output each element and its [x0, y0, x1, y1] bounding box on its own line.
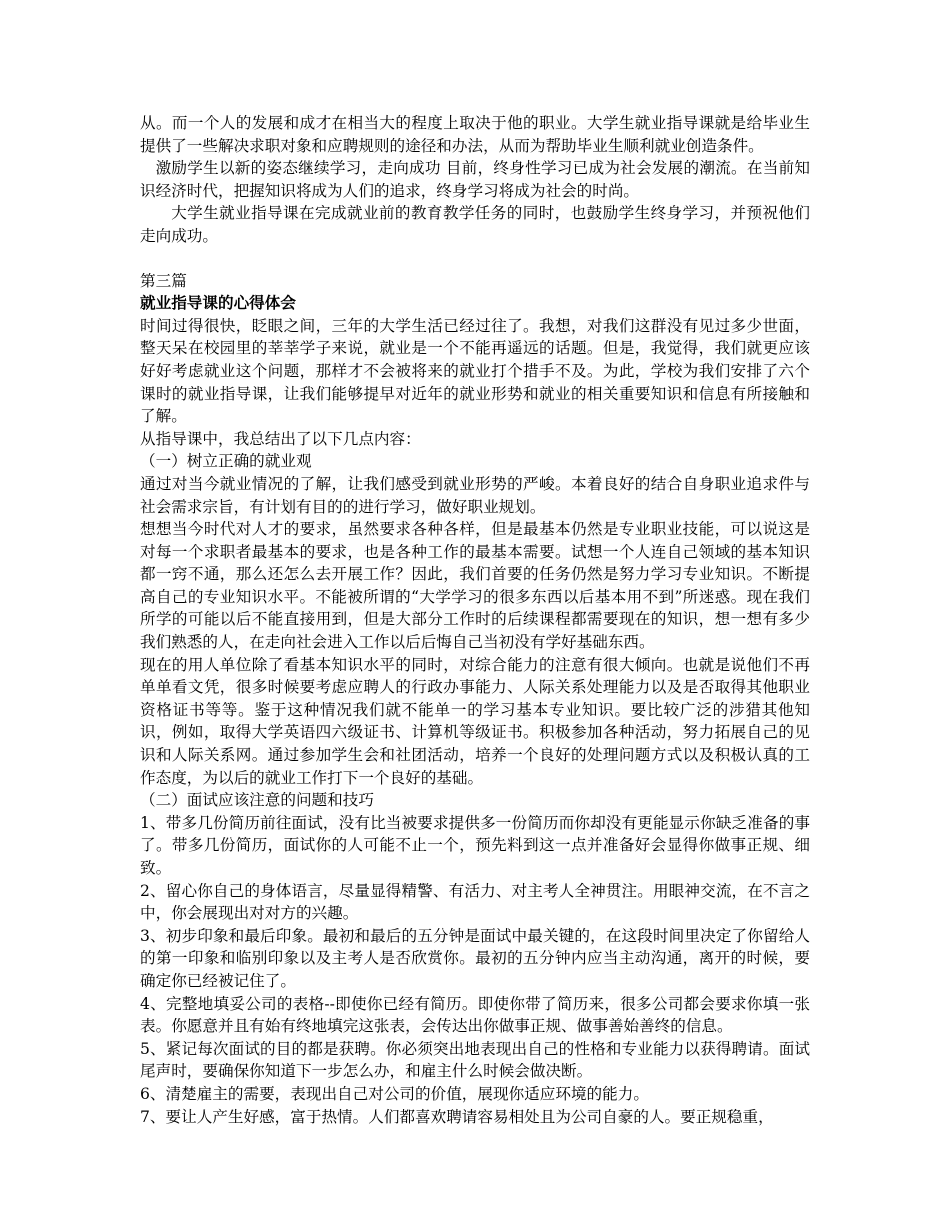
section-gap: [140, 248, 810, 270]
list-item-tip-5: 5、紧记每次面试的目的都是获聘。你必须突出地表现出自己的性格和专业能力以获得聘请。面试尾声时，要确保你知道下一步怎么办，和雇主什么时候会做决断。: [140, 1039, 810, 1081]
paragraph-lifelong-learning: 激励学生以新的姿态继续学习，走向成功 目前，终身性学习已成为社会发展的潮流。在当前知识经济时代，把握知识将成为人们的追求，终身学习将成为社会的时尚。: [140, 159, 810, 200]
list-item-tip-7: 7、要让人产生好感，富于热情。人们都喜欢聘请容易相处且为公司自豪的人。要正规稳重，: [140, 1107, 774, 1126]
paragraph-intro: 时间过得很快，眨眼之间，三年的大学生活已经过往了。我想，对我们这群没有见过多少世面，整天呆在校园里的莘莘学子来说，就业是一个不能再遥远的话题。但是，我觉得，我们就更应该好好考虑就业这个问题，那样才不会被将来的就业打个措手不及。为此，学校为我们安排了六个课时的就业指导课，让我们能够提早对近年的就业形势和就业的相关重要知识和信息有所接触和了解。: [140, 316, 810, 426]
list-item-tip-3: 3、初步印象和最后印象。最初和最后的五分钟是面试中最关键的，在这段时间里决定了你留给人的第一印象和临别印象以及主考人是否欣赏你。最初的五分钟内应当主动沟通，离开的时候，要确定你已经被记住了。: [140, 926, 810, 990]
list-item-tip-2: 2、留心你自己的身体语言，尽量显得精警、有活力、对主考人全神贯注。用眼神交流，在不言之中，你会展现出对对方的兴趣。: [140, 881, 810, 923]
list-item-tip-1: 1、带多几份简历前往面试，没有比当被要求提供多一份简历而你却没有更能显示你缺乏准备的事了。带多几份简历，面试你的人可能不止一个，预先料到这一点并准备好会显得你做事正规、细致。: [140, 813, 810, 877]
paragraph-course-conclusion: 大学生就业指导课在完成就业前的教育教学任务的同时，也鼓励学生终身学习，并预祝他们走向成功。: [140, 204, 810, 245]
paragraph-career-importance: 从。而一个人的发展和成才在相当大的程度上取决于他的职业。大学生就业指导课就是给毕业生提供了一些解决求职对象和应聘规则的途径和办法，从而为帮助毕业生顺利就业创造条件。: [140, 114, 810, 155]
list-item-tip-6: 6、清楚雇主的需要，表现出自己对公司的价值，展现你适应环境的能力。: [140, 1084, 649, 1103]
section-label: 第三篇: [140, 271, 187, 290]
list-item-tip-4: 4、完整地填妥公司的表格--即使你已经有简历。即使你带了简历来，很多公司都会要求你填一张表。你愿意并且有始有终地填完这张表，会传达出你做事正规、做事善始善终的信息。: [140, 994, 810, 1036]
subheading-employment-view: （一）树立正确的就业观: [140, 452, 312, 471]
article-title: 就业指导课的心得体会: [140, 294, 296, 313]
paragraph-comprehensive-ability: 现在的用人单位除了看基本知识水平的同时，对综合能力的注意有很大倾向。也就是说他们不再单单看文凭，很多时候要考虑应聘人的行政办事能力、人际关系处理能力以及是否取得其他职业资格证书等等。鉴于这种情况我们就不能单一的学习基本专业知识。要比较广泛的涉猎其他知识，例如，取得大学英语四六级证书、计算机等级证书。积极参加各种活动，努力拓展自己的见识和人际关系网。通过参加学生会和社团活动，培养一个良好的处理问题方式以及积极认真的工作态度，为以后的就业工作打下一个良好的基础。: [140, 655, 810, 787]
subheading-interview-tips: （二）面试应该注意的问题和技巧: [140, 791, 374, 810]
paragraph-professional-skills: 想想当今时代对人才的要求，虽然要求各种各样，但是最基本仍然是专业职业技能，可以说这是对每一个求职者最基本的要求，也是各种工作的最基本需要。试想一个人连自己领域的基本知识都一窍不通，那么还怎么去开展工作？因此，我们首要的任务仍然是努力学习专业知识。不断提高自己的专业知识水平。不能被所谓的“大学学习的很多东西以后基本用不到”所迷惑。现在我们所学的可能以后不能直接用到，但是大部分工作时的后续课程都需要现在的知识，想一想有多少我们熟悉的人，在走向社会进入工作以后后悔自己当初没有学好基础东西。: [140, 520, 810, 652]
paragraph-summary-lead: 从指导课中，我总结出了以下几点内容：: [140, 429, 421, 448]
document-page: [140, 112, 810, 1128]
paragraph-employment-situation: 通过对当今就业情况的了解，让我们感受到就业形势的严峻。本着良好的结合自身职业追求件与社会需求宗旨，有计划有目的的进行学习，做好职业规划。: [140, 474, 810, 516]
